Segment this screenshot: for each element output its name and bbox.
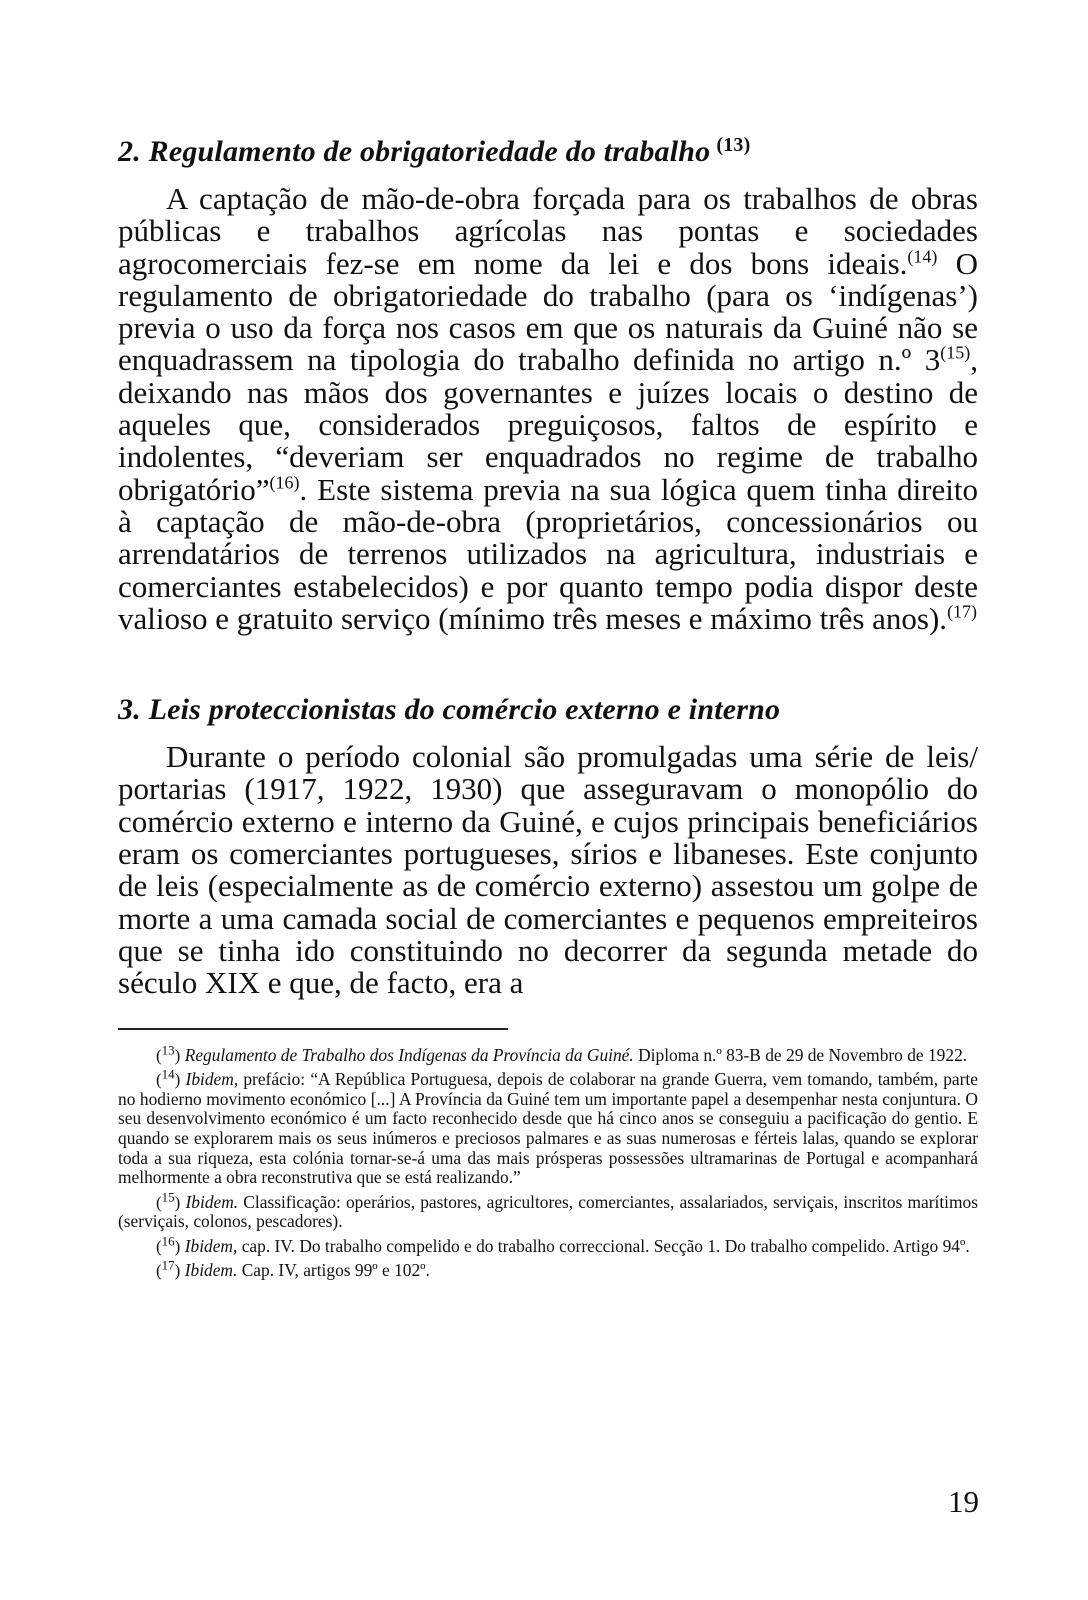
paragraph-text-d: . Este sistema previa na sua lógica quem tinha direito à captação de mão-de-obra (proprietários, concessionários ou arrendatários de terrenos utilizados na agricultura, industriais e comerciantes estabelecidos) e por quanto tempo podia dispor deste valioso e gratuito serviço (mínimo três meses e máximo três anos). <box>118 471 978 636</box>
paragraph-text-a: A captação de mão-de-obra forçada para os trabalhos de obras públicas e trabalhos agrícolas nas pontas e sociedades agrocomerciais fez-se em nome da lei e dos bons ideais. <box>118 181 978 281</box>
section-2-footnote-ref: (13) <box>716 134 751 156</box>
footnote-16: ($^{16}$) Ibidem, cap. IV. Do trabalho compelido e do trabalho correccional. Secção 1. Do trabalho compelido. Artigo 94º. <box>156 1233 970 1256</box>
footnote-number: 13 <box>161 1041 175 1057</box>
paragraph-text-c: , deixando nas mãos dos governantes e juízes locais o destino de aqueles que, considerados preguiçosos, faltos de espírito e indolentes, “deveriam ser enquadrados no regime de trabalho obrigatório” <box>118 342 978 507</box>
section-3-paragraph: Durante o período colonial são promulgadas uma série de leis/ portarias (1917, 1922, 1930) que asseguravam o monopólio do comércio externo e interno da Guiné, e cujos principais beneficiários eram os comerciantes portugueses, sírios e libaneses. Este conjunto de leis (especialmente as de comércio externo) assestou um golpe de morte a uma camada social de comerciantes e pequenos empreiteiros que se tinha ido constituindo no decorrer da segunda metade do século XIX e que, de facto, era a <box>118 739 978 1001</box>
footnote-ref-14: (14) <box>907 246 938 267</box>
footnote-divider <box>118 1028 508 1030</box>
footnote-source: Ibidem, <box>185 1069 239 1090</box>
section-2-heading <box>118 128 978 169</box>
section-2-title: Regulamento de obrigatoriedade do trabalho <box>148 135 711 168</box>
footnote-number: 15 <box>161 1189 175 1205</box>
footnote-text: prefácio: “A República Portuguesa, depois de colaborar na grande Guerra, vem tomando, também, parte no hodierno movimento económico [...] A Província da Guiné tem um importante papel a desempenhar nesta conjuntura. O seu desenvolvimento económico é um facto reconhecido desde que há cinco anos se conseguiu a pacificação do gentio. E quando se explorarem mais os seus inúmeros e preciosos palmares e as suas numerosas e férteis lalas, quando se explorar toda a sua riqueza, esta colónia tornar-se-á uma das mais prósperas possessões ultramarinas de Portugal e acompanhará melhormente a obra reconstrutiva que se está realizando.” <box>118 1069 978 1188</box>
footnote-text: Diploma n.º 83-B de 29 de Novembro de 1922. <box>633 1044 968 1065</box>
footnote-ref-17: (17) <box>947 601 978 622</box>
footnote-17: ($^{17}$) Ibidem. Cap. IV, artigos 99º e 102º. <box>156 1257 430 1281</box>
footnote-number: 14 <box>161 1066 175 1082</box>
footnote-number: 16 <box>161 1233 175 1249</box>
footnote-source: Ibidem. <box>185 1191 239 1212</box>
footnotes <box>118 1041 978 1282</box>
footnote-number: 17 <box>161 1257 175 1273</box>
document-page <box>118 128 978 1286</box>
footnote-text: Cap. IV, artigos 99º e 102º. <box>237 1260 430 1281</box>
section-2-paragraph <box>118 183 978 635</box>
page-number: 19 <box>948 1484 979 1519</box>
footnote-text: cap. IV. Do trabalho compelido e do trabalho correccional. Secção 1. Do trabalho compelido. Artigo 94º. <box>237 1235 970 1256</box>
footnote-ref-15: (15) <box>940 343 971 364</box>
footnote-source: Regulamento de Trabalho dos Indígenas da Província da Guiné. <box>184 1044 634 1065</box>
footnote-15: ($^{15}$) Ibidem. Classificação: operários, pastores, agricultores, comerciantes, assalariados, serviçais, inscritos marítimos (serviçais, colonos, pescadores). <box>118 1189 978 1232</box>
footnote-source: Ibidem. <box>184 1260 238 1281</box>
footnote-ref-16: (16) <box>269 472 300 493</box>
section-3-heading <box>118 693 978 727</box>
section-2-number: 2. <box>118 135 141 168</box>
section-3-number: 3. <box>118 693 141 727</box>
section-3-title: Leis proteccionistas do comércio externo e interno <box>148 693 781 727</box>
footnote-text: Classificação: operários, pastores, agricultores, comerciantes, assalariados, serviçais, inscritos marítimos (serviçais, colonos, pescadores). <box>118 1191 978 1232</box>
paragraph-text-b: O regulamento de obrigatoriedade do trabalho (para os ‘indígenas’) previa o uso da força nos casos em que os naturais da Guiné não se enquadrassem na tipologia do trabalho definida no artigo n.º 3 <box>118 245 978 378</box>
footnote-14: ($^{14}$) Ibidem, prefácio: “A República Portuguesa, depois de colaborar na grande Guerra, vem tomando, também, parte no hodierno movimento económico [...] A Província da Guiné tem um importante papel a desempenhar nesta conjuntura. O seu desenvolvimento económico é um facto reconhecido desde que há cinco anos se conseguiu a pacificação do gentio. E quando se explorarem mais os seus inúmeros e preciosos palmares e as suas numerosas e férteis lalas, quando se explorar toda a sua riqueza, esta colónia tornar-se-á uma das mais prósperas possessões ultramarinas de Portugal e acompanhará melhormente a obra reconstrutiva que se está realizando.” <box>118 1066 978 1188</box>
footnote-13: ($^{13}$) Regulamento de Trabalho dos Indígenas da Província da Guiné. Diploma n.º 83-B de 29 de Novembro de 1922. <box>156 1041 968 1065</box>
footnote-source: Ibidem, <box>184 1235 238 1256</box>
